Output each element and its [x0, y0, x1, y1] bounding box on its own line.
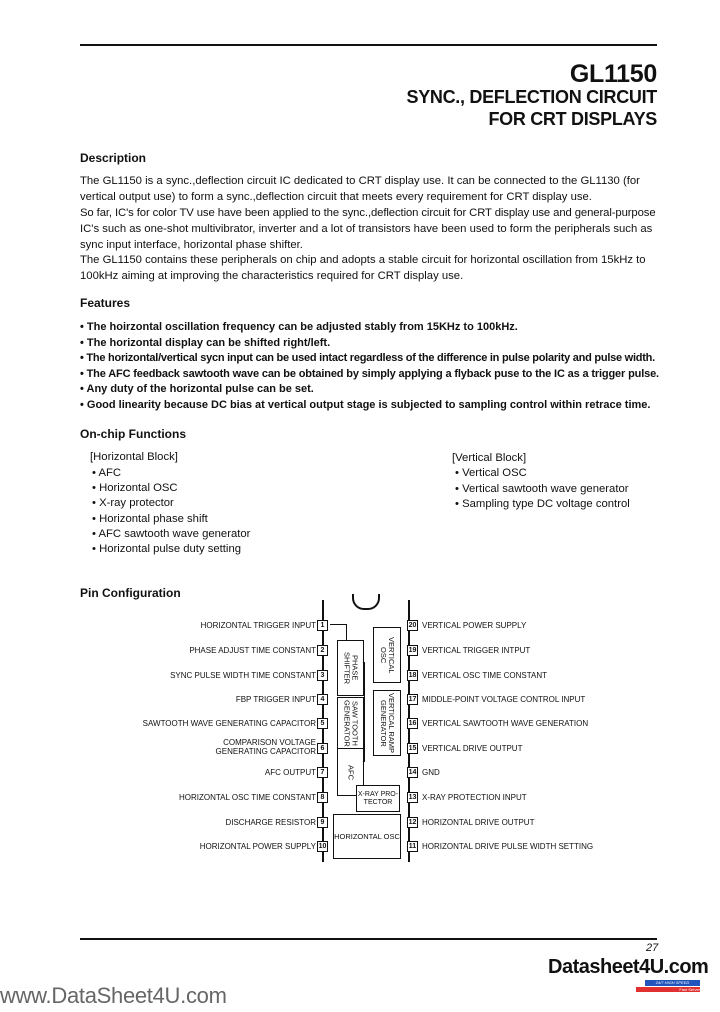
horizontal-block-item: • X-ray protector: [92, 497, 174, 509]
pin-label: FBP TRIGGER INPUT: [235, 695, 316, 704]
vertical-block-item: • Vertical OSC: [455, 467, 527, 479]
watermark-url: www.DataSheet4U.com: [0, 983, 227, 1008]
pin-number: 6: [317, 743, 328, 754]
logo-tag: Fast Server: [636, 987, 700, 992]
pin-label: MIDDLE-POINT VOLTAGE CONTROL INPUT: [422, 695, 586, 704]
pin-number: 13: [408, 794, 417, 801]
pin-label: SYNC PULSE WIDTH TIME CONSTANT: [170, 671, 316, 680]
description-line: vertical output use) to form a sync.,deflection circuit that meets every requirement for CRT display use.: [80, 191, 592, 203]
horizontal-block-item: • AFC sawtooth wave generator: [92, 528, 251, 540]
horizontal-block-item: • Horizontal OSC: [92, 482, 178, 494]
pin-number: 17: [408, 696, 417, 703]
feature-item: • Any duty of the horizontal pulse can be set.: [80, 383, 314, 395]
vertical-block-item: • Vertical sawtooth wave generator: [455, 483, 629, 495]
description-line: IC's such as one-shot multivibrator, inverter and a lot of transistors have been used to form the peripherals such as: [80, 223, 653, 235]
pin-number: 3: [317, 670, 328, 681]
pin-label: AFC OUTPUT: [264, 768, 316, 777]
pin-label: VERTICAL SAWTOOTH WAVE GENERATION: [422, 719, 589, 728]
feature-item: • Good linearity because DC bias at vertical output stage is subjected to sampling control within retrace time.: [80, 399, 651, 411]
pin-number: 8: [317, 792, 328, 803]
subtitle-line2: FOR CRT DISPLAYS: [488, 109, 657, 129]
pin-number: 19: [408, 647, 417, 654]
feature-item: • The horizontal/vertical sycn input can be used intact regardless of the difference in pulse polarity and pulse width.: [80, 352, 655, 364]
pin-number: 1: [317, 620, 328, 631]
pin-number: 12: [408, 819, 417, 826]
pin-number: 5: [317, 718, 328, 729]
wire: [330, 624, 347, 625]
feature-item: • The hoirzontal oscillation frequency can be adjusted stably from 15KHz to 100kHz.: [80, 321, 518, 333]
horizontal-block-title: [Horizontal Block]: [90, 451, 178, 463]
horizontal-block-item: • Horizontal pulse duty setting: [92, 543, 242, 555]
afc-block: AFC: [337, 748, 364, 796]
pin-label: HORIZONTAL OSC TIME CONSTANT: [178, 793, 316, 802]
feature-item: • The horizontal display can be shifted right/left.: [80, 337, 331, 349]
pin-label: VERTICAL TRIGGER INTPUT: [422, 646, 531, 655]
pin-label: SAWTOOTH WAVE GENERATING CAPACITOR: [142, 719, 316, 728]
part-number-title: GL1150: [569, 60, 657, 88]
top-rule: [80, 44, 657, 46]
saw-tooth-generator-block: SAW TOOTH GENERATOR: [337, 697, 364, 749]
horizontal-block-item: • AFC: [92, 467, 122, 479]
phase-shifter-block: PHASE SHIFTER: [337, 640, 364, 696]
pin-label: HORIZONTAL TRIGGER INPUT: [200, 621, 316, 630]
horizontal-block-item: • Horizontal phase shift: [92, 513, 208, 525]
page-number: 27: [646, 942, 659, 954]
pin-number: 4: [317, 694, 328, 705]
pin-number: 11: [408, 843, 417, 850]
wire: [364, 662, 365, 762]
pin-label: HORIZONTAL POWER SUPPLY: [199, 842, 316, 851]
description-line: 100kHz aiming at improving the characteristics required for CRT display use.: [80, 270, 464, 282]
description-line: The GL1150 is a sync.,deflection circuit IC dedicated to CRT display use. It can be connected to the GL1130 (for: [80, 175, 640, 187]
pin-number: 15: [408, 745, 417, 752]
description-line: The GL1150 contains these peripherals on chip and adopts a stable circuit for horizontal oscillation from 15kHz to: [80, 254, 646, 266]
pin-number: 9: [317, 817, 328, 828]
description-heading: Description: [80, 151, 147, 165]
logo-text: Datasheet4U.com: [548, 956, 709, 978]
description-line: sync input interface, horizontal phase shifter.: [80, 239, 303, 251]
pin-label: DISCHARGE RESISTOR: [225, 818, 316, 827]
pin-config-heading: Pin Configuration: [80, 586, 181, 600]
pin-label: X-RAY PROTECTION INPUT: [422, 793, 527, 802]
logo-badge: 24/7 HIGH SPEED: [645, 980, 700, 986]
description-line: So far, IC's for color TV use have been applied to the sync.,deflection circuit for CRT display use and general-purpose: [80, 207, 656, 219]
pin-label: HORIZONTAL DRIVE OUTPUT: [422, 818, 535, 827]
pin-number: 14: [408, 769, 417, 776]
feature-item: • The AFC feedback sawtooth wave can be obtained by simply applying a flyback puse to the IC as a trigger pulse.: [80, 368, 659, 380]
datasheet4u-logo: [548, 957, 708, 978]
pin-label: VERTICAL POWER SUPPLY: [422, 621, 527, 630]
wire: [346, 624, 347, 640]
xray-protector-block: X-RAY PRO- TECTOR: [356, 785, 400, 812]
pin-label: VERTICAL DRIVE OUTPUT: [422, 744, 523, 753]
features-heading: Features: [80, 296, 131, 310]
bottom-rule: [80, 938, 657, 940]
pin-number: 10: [318, 843, 327, 850]
pin-label: VERTICAL OSC TIME CONSTANT: [422, 671, 548, 680]
pin-number: 20: [408, 622, 417, 629]
vertical-osc-block: VERTICAL OSC: [373, 627, 401, 683]
pin-number: 16: [408, 720, 417, 727]
vertical-block-item: • Sampling type DC voltage control: [455, 498, 630, 510]
pin-label: COMPARISON VOLTAGE GENERATING CAPACITOR: [215, 738, 316, 756]
pin-number: 7: [317, 767, 328, 778]
pin-number: 2: [317, 645, 328, 656]
pin-label: HORIZONTAL DRIVE PULSE WIDTH SETTING: [422, 842, 594, 851]
vertical-ramp-generator-block: VERTICAL RAMP GENERATOR: [373, 690, 401, 756]
pin-label: GND: [422, 768, 440, 777]
vertical-block-title: [Vertical Block]: [452, 452, 527, 464]
horizontal-osc-block: HORIZONTAL OSC: [333, 814, 401, 859]
onchip-heading: On-chip Functions: [80, 427, 186, 441]
subtitle-line1: SYNC., DEFLECTION CIRCUIT: [406, 87, 657, 107]
pin-label: PHASE ADJUST TIME CONSTANT: [189, 646, 316, 655]
pin-number: 18: [408, 672, 417, 679]
